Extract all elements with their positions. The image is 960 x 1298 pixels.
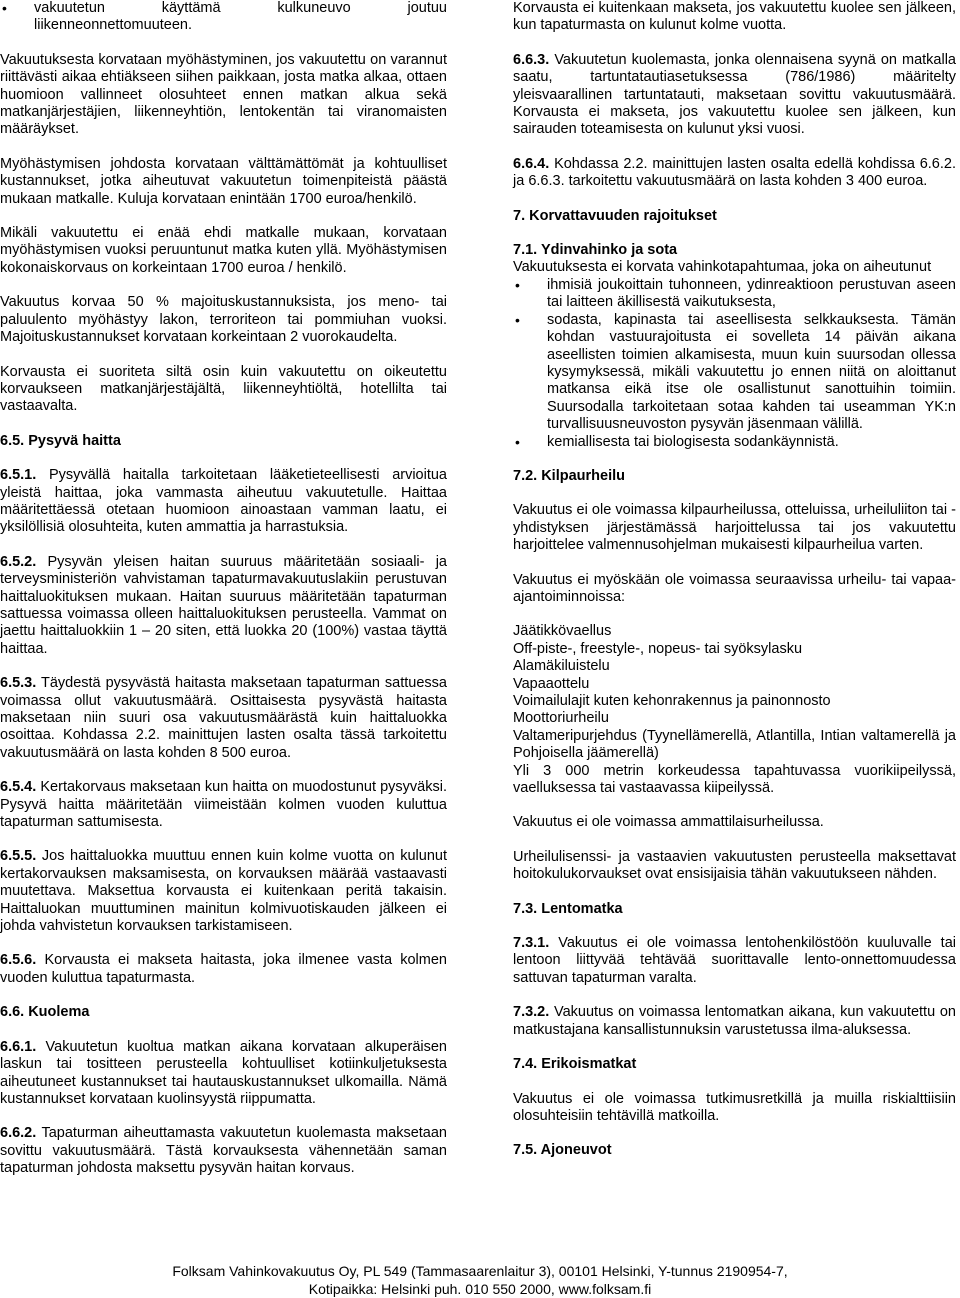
clause-number: 6.5.1. <box>0 467 37 484</box>
clause <box>513 1004 956 1039</box>
paragraph: Myöhästymisen johdosta korvataan välttämättömät ja kohtuulliset kustannukset, jotka aiheutuvat vakuutetun toimenpiteistä päästä mukaan matkalle. Kuluja korvataan enintään 1700 euroa/henkilö. <box>0 155 447 207</box>
clause <box>0 952 447 987</box>
clause <box>0 1039 447 1109</box>
clause-number: 6.5.4. <box>0 779 37 796</box>
clause <box>0 1125 447 1177</box>
clause-text: Täydestä pysyvästä haitasta maksetaan tapaturman sattuessa voimassa ollut vakuutusmäärä. Osittaisesta pysyvästä haitasta maksetaan niin suuri osa vakuutusmäärästä kuin haittaluokka osoittaa. Kohdassa 2.2. mainittujen lasten osalta tässä tarkoitettu vakuutusmäärä on lasta kohden 8 500 euroa. <box>0 675 447 761</box>
clause-number: 6.6.2. <box>0 1125 37 1142</box>
footer-line: Kotipaikka: Helsinki puh. 010 550 2000, www.folksam.fi <box>308 1281 652 1297</box>
clause-number: 7.3.2. <box>513 1004 550 1021</box>
clause-text: Vakuutus on voimassa lentomatkan aikana, kun vakuutettu on matkustajana kansallistunnuksin varustetussa ilma-aluksessa. <box>513 1004 956 1038</box>
clause-number: 7.3.1. <box>513 935 550 952</box>
section-heading: 7.3. Lentomatka <box>513 900 623 917</box>
list-item: Voimailulajit kuten kehonrakennus ja painonnosto <box>513 693 831 709</box>
list-item: Alamäkiluistelu <box>513 658 610 675</box>
section-heading: 6.6. Kuolema <box>0 1004 90 1021</box>
clause-number: 6.5.3. <box>0 675 37 692</box>
footer-line: Folksam Vahinkovakuutus Oy, PL 549 (Tammasaarenlaitur 3), 00101 Helsinki, Y-tunnus 2190954-7, <box>172 1263 788 1279</box>
section-heading: 7. Korvattavuuden rajoitukset <box>513 207 717 224</box>
list-item: Vapaaottelu <box>513 675 590 692</box>
list-item: Yli 3 000 metrin korkeudessa tapahtuvassa vuorikiipeilyssä, vaelluksessa tai vastaavassa kiipeilyssä. <box>513 762 956 797</box>
clause-text: Pysyvän yleisen haitan suuruus määritetään sosiaali- ja terveysministeriön vahvistaman tapaturmavakuutuslakiin perustuvan haittaluokituksen mukaan. Haitan suuruus määritetään tapaturman sattuessa voimassa olleen haittaluokituksen perusteella. Vammat on jaettu haittaluokkiin 1 – 20 siten, että luokka 20 (100%) vastaa täyttä haittaa. <box>0 553 447 657</box>
paragraph: Vakuutus ei ole voimassa tutkimusretkillä ja muilla riskialttiisiin olosuhteisiin tehtävillä matkoilla. <box>513 1090 956 1124</box>
clause-text: Jos haittaluokka muuttuu ennen kuin kolme vuotta on kulunut kertakorvauksen maksamisesta, on korvauksen määrää vastaavasti muutettava. Maksettua korvausta ei kuitenkaan peritä takaisin. Haittaluokan muuttuminen mainitun kolmivuotiskauden jälkeen ei johda vahvistetun korvauksen tarkistamiseen. <box>0 848 447 935</box>
clause <box>0 467 447 537</box>
section-heading: 7.2. Kilpaurheilu <box>513 467 625 484</box>
paragraph: Vakuutuksesta ei korvata vahinkotapahtumaa, joka on aiheutunut <box>513 259 932 276</box>
clause-number: 6.6.3. <box>513 51 550 68</box>
clause-text: Vakuutetun kuoltua matkan aikana korvataan alkuperäisen laskun tai tositteen perusteella kohtuulliset kotiinkuljetuksesta aiheutuneet kustannukset tai hautauskustannukset ulkomailla. Nämä kustannukset korvataan kuolinsyystä riippumatta. <box>0 1038 447 1107</box>
section-heading: 7.5. Ajoneuvot <box>513 1142 612 1159</box>
clause-number: 6.6.1. <box>0 1038 37 1055</box>
paragraph: Korvausta ei kuitenkaan makseta, jos vakuutettu kuolee sen jälkeen, kun tapaturmasta on kulunut kolme vuotta. <box>513 0 956 34</box>
clause <box>0 675 447 762</box>
clause-text: Vakuutetun kuolemasta, jonka olennaisena syynä on matkalla saatu, tartuntatautiasetuksessa (786/1986) määritelty yleisvaarallinen tartuntatauti, maksetaan sovittu vakuutusmäärä. Korvausta ei makseta, jos vakuutettu kuolee sen jälkeen, kun sairauden toteamisesta on kulunut yksi vuosi. <box>513 51 956 138</box>
clause-number: 6.5.2. <box>0 553 37 570</box>
clause-text: Korvausta ei makseta haitasta, joka ilmenee vasta kolmen vuoden kuluttua tapaturmasta. <box>0 952 447 986</box>
paragraph: Mikäli vakuutettu ei enää ehdi matkalle mukaan, korvataan myöhästymisen vuoksi peruuntunut matka kuten yllä. Myöhästymisen kokonaiskorvaus on korkeintaan 1700 euroa / henkilö. <box>0 225 447 276</box>
list-item: • ihmisiä joukoittain tuhonneen, ydinreaktioon perustuvan aseen tai laitteen äkillisestä vaikutuksesta, <box>513 277 956 312</box>
list-item: Moottoriurheilu <box>513 710 609 727</box>
paragraph: Vakuutus korvaa 50 % majoituskustannuksista, jos meno- tai paluulento myöhästyy lakon, terroriteon tai pommiuhan vuoksi. Majoituskustannukset korvataan korkeintaan 2 vuorokaudelta. <box>0 294 447 346</box>
page-footer <box>0 1262 960 1298</box>
section-heading: 7.4. Erikoismatkat <box>513 1056 637 1073</box>
sport-list <box>513 623 956 797</box>
paragraph: Vakuutus ei ole voimassa ammattilaisurheilussa. <box>513 814 824 831</box>
clause <box>513 52 956 139</box>
clause-text: Kohdassa 2.2. mainittujen lasten osalta edellä kohdissa 6.6.2. ja 6.6.3. tarkoitettu vakuutusmäärä on lasta kohden 3 400 euroa. <box>513 155 956 190</box>
clause-text: Kertakorvaus maksetaan kun haitta on muodostunut pysyväksi. Pysyvä haitta määritetään viimeistään kolmen vuoden kuluttua tapaturman sattumisesta. <box>0 779 447 831</box>
clause-number: 6.5.5. <box>0 848 37 865</box>
paragraph: Korvausta ei suoriteta siltä osin kuin vakuutettu on oikeutettu korvaukseen matkanjärjestäjältä, liikenneyhtiöltä, hotellilta tai vastaavalta. <box>0 363 447 415</box>
paragraph: Vakuutuksesta korvataan myöhästyminen, jos vakuutettu on varannut riittävästi aikaa ehtiäkseen siihen paikkaan, josta matka alkaa, ottaen huomioon vallinneet olosuhteet ennen matkan alkua sekä matkanjärjestäjien, liikenneyhtiön, lentokentän tai viranomaisten määräykset. <box>0 51 447 138</box>
section-heading: 7.1. Ydinvahinko ja sota <box>513 242 678 259</box>
list-item: • sodasta, kapinasta tai aseellisesta selkkauksesta. Tämän kohdan vastuurajoitusta ei sovelleta 14 päivän aikana aseellisten toimien alkamisesta, muun kuin suursodan ollessa kysymyksessä, mikäli vakuutettu jo ennen niitä on aloittanut matkansa eikä itse ole osallistunut sanottuihin toimiin. Suursodalla tarkoitetaan sotaa kahden tai useamman YK:n turvallisuusneuvoston pysyvän jäsenmaan välillä. <box>513 312 956 434</box>
clause <box>0 779 447 831</box>
list-item: • kemiallisesta tai biologisesta sodankäynnistä. <box>513 434 956 451</box>
clause <box>513 156 956 191</box>
paragraph: Urheilulisenssi- ja vastaavien vakuutusten perusteella maksettavat hoitokulukorvaukset ovat ensisijaisia tähän vakuutukseen nähden. <box>513 848 956 883</box>
list-item: • vakuutetun käyttämä kulkuneuvo joutuu liikenneonnettomuuteen. <box>0 0 447 35</box>
list-item: Valtameripurjehdus (Tyynellämerellä, Atlantilla, Intian valtamerellä ja Pohjoisella jäämerellä) <box>513 727 956 762</box>
right-column <box>513 0 956 1177</box>
left-column <box>0 0 447 1195</box>
clause-number: 6.5.6. <box>0 952 37 969</box>
list-item: Off-piste-, freestyle-, nopeus- tai syöksylasku <box>513 640 803 657</box>
paragraph: Vakuutus ei myöskään ole voimassa seuraavissa urheilu- tai vapaa-ajantoiminnoissa: <box>513 571 956 605</box>
clause-number: 6.6.4. <box>513 155 550 172</box>
clause-text: Vakuutus ei ole voimassa lentohenkilöstöön kuuluvalle tai lentoon liittyvää tehtävää suorittavalle lento-onnettomuudessa sattuvan tapaturman varalta. <box>513 935 956 986</box>
paragraph: Vakuutus ei ole voimassa kilpaurheilussa, otteluissa, urheiluliiton tai -yhdistyksen järjestämässä harjoittelussa tai jos vakuutettu harjoittelee valmennusohjelman mukaisesti kilpaurheilua varten. <box>513 502 956 554</box>
clause <box>0 554 447 658</box>
clause-text: Tapaturman aiheuttamasta vakuutetun kuolemasta maksetaan sovittu vakuutusmäärä. Tästä korvauksesta vähennetään saman tapaturman johdosta maksettu pysyvän haitan korvaus. <box>0 1125 447 1177</box>
clause <box>0 848 447 935</box>
section-heading: 6.5. Pysyvä haitta <box>0 432 121 449</box>
clause <box>513 935 956 987</box>
clause-text: Pysyvällä haitalla tarkoitetaan lääketieteellisesti arvioitua yleistä haittaa, joka vammasta aiheutuu vakuutetulle. Haittaa määritettäessä otetaan huomioon ainoastaan vamman laatu, ei yksilöllisiä olosuhteita, kuten ammattia ja harrastuksia. <box>0 467 447 536</box>
list-item: Jäätikkövaellus <box>513 623 612 640</box>
